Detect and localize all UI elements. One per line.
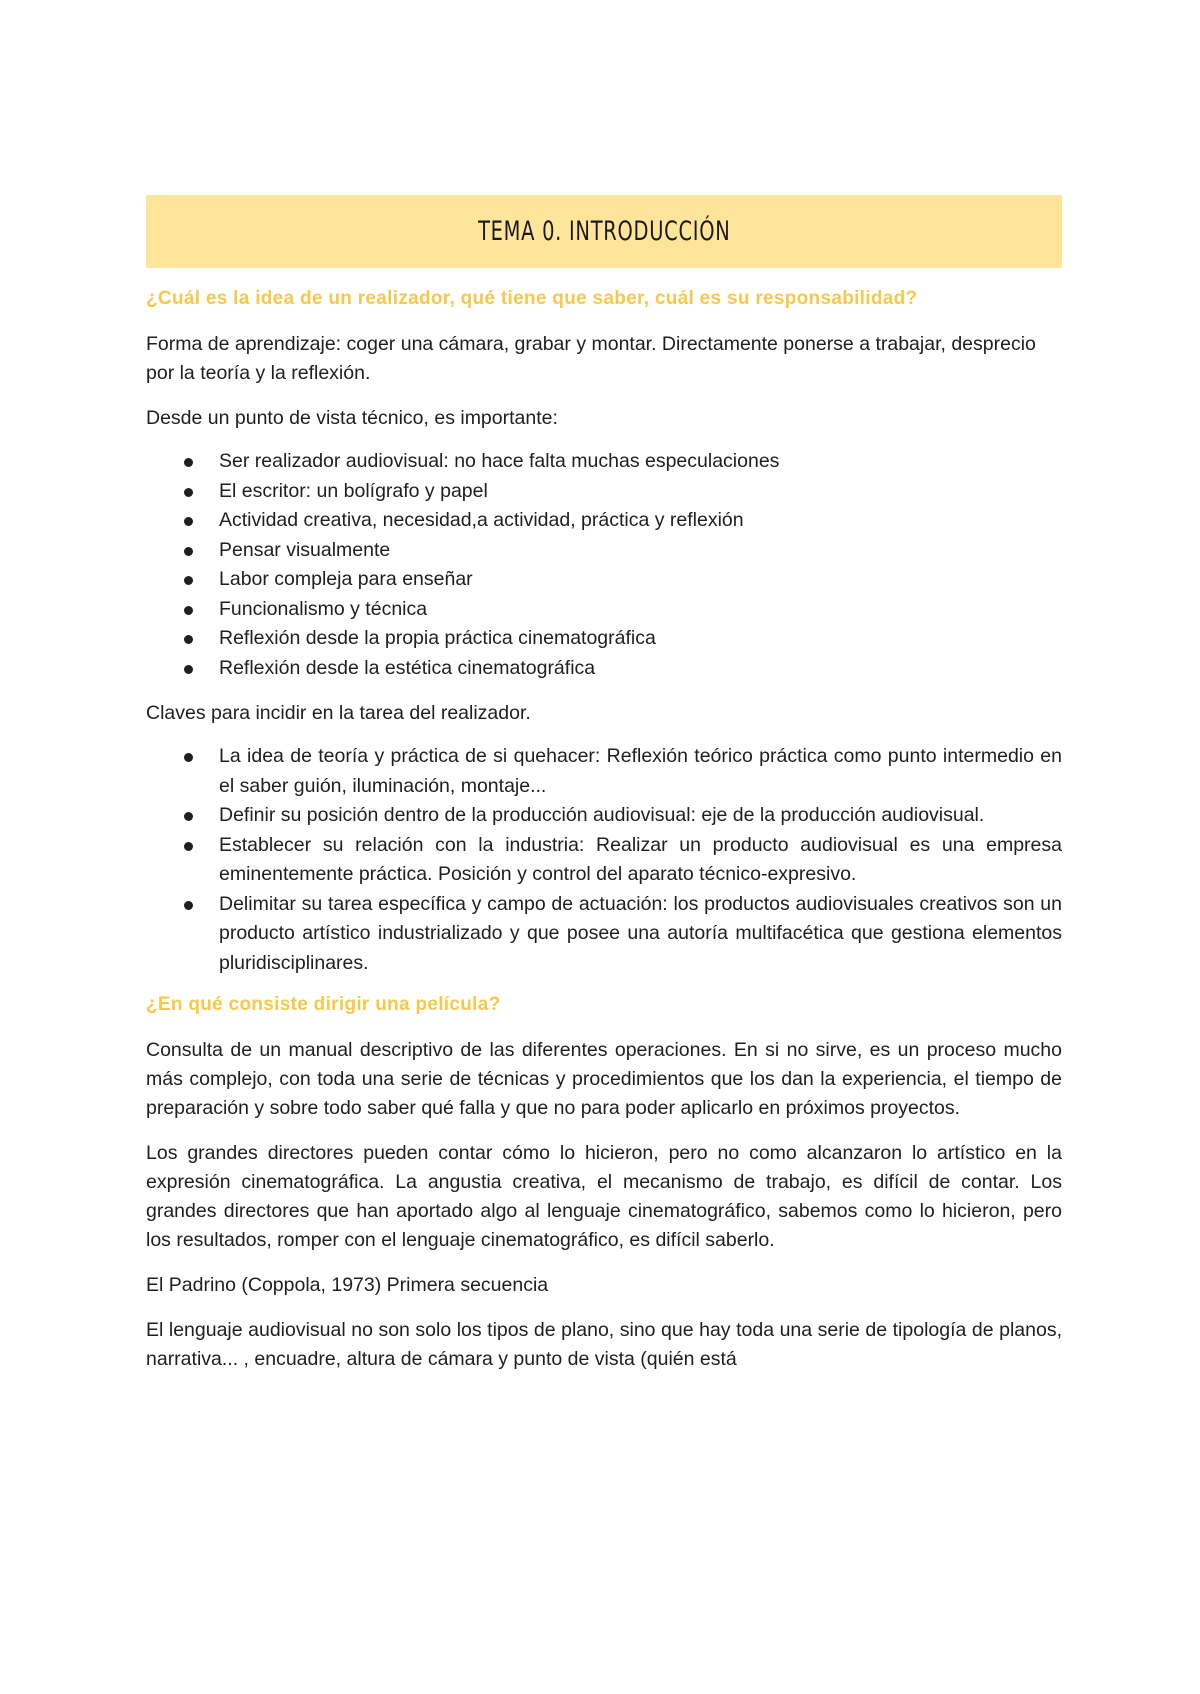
list-item: Delimitar su tarea específica y campo de actuación: los productos audiovisuales creativos son un producto artístico industrializado y que posee una autoría multifacética que gestiona elementos pluridisciplinares. <box>146 890 1062 979</box>
bullet-icon <box>184 665 193 674</box>
bullet-icon <box>184 547 193 556</box>
title-banner <box>146 195 1062 268</box>
list-item: Actividad creativa, necesidad,a actividad, práctica y reflexión <box>146 506 1062 536</box>
paragraph-3: Claves para incidir en la tarea del realizador. <box>146 702 531 724</box>
section-heading-1: ¿Cuál es la idea de un realizador, qué tiene que saber, cuál es su responsabilidad? <box>146 288 918 309</box>
paragraph-5: Los grandes directores pueden contar cómo lo hicieron, pero no como alcanzaron lo artístico en la expresión cinematográfica. La angustia creativa, el mecanismo de trabajo, es difícil de contar. Los grandes directores que han aportado algo al lenguaje cinematográfico, sabemos como lo hicieron, pero los resultados, romper con el lenguaje cinematográfico, es difícil saberlo. <box>146 1142 1062 1251</box>
bullet-icon <box>184 812 193 821</box>
bullet-icon <box>184 606 193 615</box>
list-item: Ser realizador audiovisual: no hace falta muchas especulaciones <box>146 447 1062 477</box>
list-item: Pensar visualmente <box>146 536 1062 566</box>
bullet-icon <box>184 458 193 467</box>
list-item: Reflexión desde la propia práctica cinematográfica <box>146 624 1062 654</box>
list-item: Establecer su relación con la industria: Realizar un producto audiovisual es una empresa eminentemente práctica. Posición y control del aparato técnico-expresivo. <box>146 831 1062 890</box>
paragraph-2: Desde un punto de vista técnico, es importante: <box>146 407 558 429</box>
section-heading-2: ¿En qué consiste dirigir una película? <box>146 994 501 1015</box>
paragraph-6: El Padrino (Coppola, 1973) Primera secuencia <box>146 1274 549 1296</box>
bullet-list-2 <box>146 742 1062 978</box>
bullet-icon <box>184 488 193 497</box>
list-item: Funcionalismo y técnica <box>146 595 1062 625</box>
list-item: La idea de teoría y práctica de si quehacer: Reflexión teórico práctica como punto intermedio en el saber guión, iluminación, montaje... <box>146 742 1062 801</box>
bullet-icon <box>184 753 193 762</box>
document-page <box>146 195 1062 1374</box>
page-title: TEMA 0. INTRODUCCIÓN <box>477 216 731 247</box>
bullet-icon <box>184 517 193 526</box>
list-item: Labor compleja para enseñar <box>146 565 1062 595</box>
bullet-icon <box>184 635 193 644</box>
bullet-list-1 <box>146 447 1062 683</box>
bullet-icon <box>184 842 193 851</box>
list-item: Definir su posición dentro de la producción audiovisual: eje de la producción audiovisual. <box>146 801 1062 831</box>
paragraph-7: El lenguaje audiovisual no son solo los tipos de plano, sino que hay toda una serie de tipología de planos, narrativa... , encuadre, altura de cámara y punto de vista (quién está <box>146 1319 1062 1370</box>
paragraph-4: Consulta de un manual descriptivo de las diferentes operaciones. En si no sirve, es un proceso mucho más complejo, con toda una serie de técnicas y procedimientos que los dan la experiencia, el tiempo de preparación y sobre todo saber qué falla y que no para poder aplicarlo en próximos proyectos. <box>146 1039 1062 1119</box>
list-item: Reflexión desde la estética cinematográfica <box>146 654 1062 684</box>
bullet-icon <box>184 901 193 910</box>
bullet-icon <box>184 576 193 585</box>
paragraph-1: Forma de aprendizaje: coger una cámara, grabar y montar. Directamente ponerse a trabajar, desprecio por la teoría y la reflexión. <box>146 333 1036 384</box>
list-item: El escritor: un bolígrafo y papel <box>146 477 1062 507</box>
